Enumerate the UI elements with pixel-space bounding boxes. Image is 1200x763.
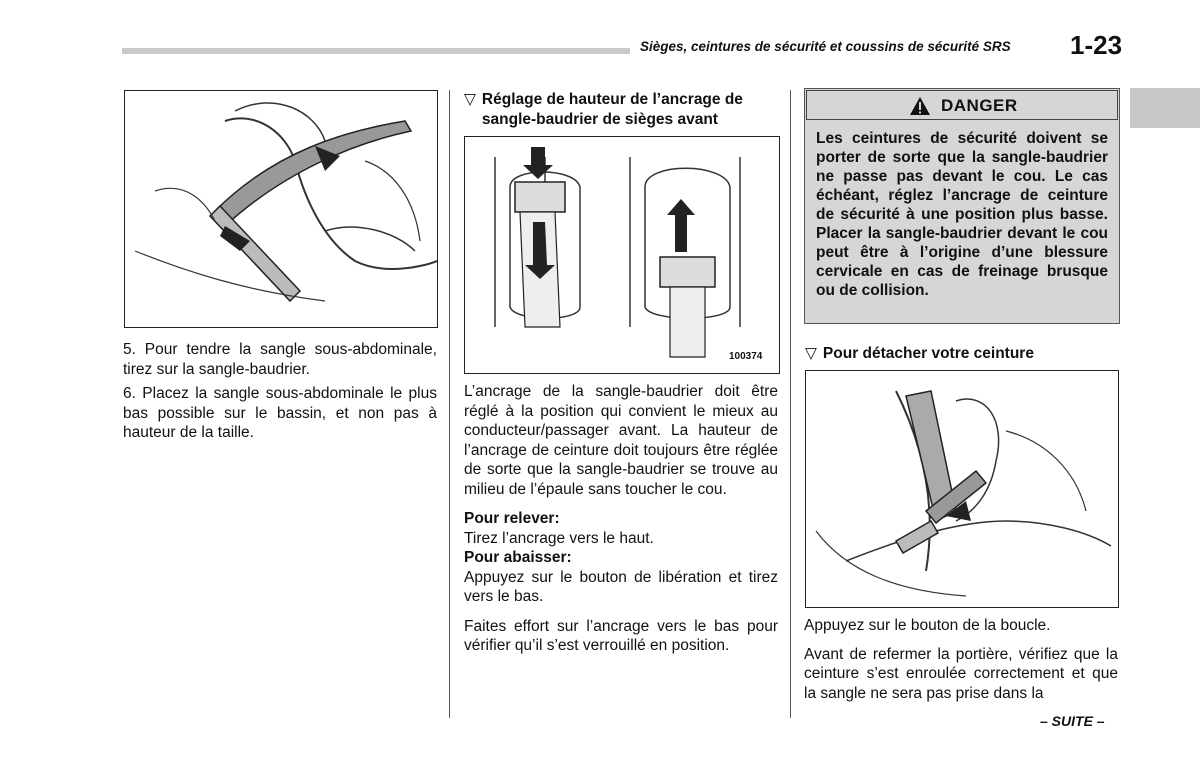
lower-text: Appuyez sur le bouton de libération et tirez vers le bas. <box>464 568 778 605</box>
page-section-title: Sièges, ceintures de sécurité et coussins de sécurité SRS <box>640 39 1011 54</box>
danger-warning-box <box>804 88 1120 324</box>
left-column-text <box>123 340 437 448</box>
page-number: 1-23 <box>1070 30 1123 60</box>
lock-check-paragraph: Faites effort sur l’ancrage vers le bas pour vérifier qu’il s’est verrouillé en position. <box>464 617 778 654</box>
lap-belt-tension-illustration <box>124 90 438 328</box>
figure-code: 100374 <box>729 351 763 362</box>
unfasten-heading-text: Pour détacher votre ceinture <box>822 345 1034 362</box>
buckle-release-text: Appuyez sur le bouton de la boucle. <box>804 617 1051 634</box>
column-divider-2 <box>790 90 791 718</box>
triangle-bullet-icon: ▽ <box>464 91 476 108</box>
raise-label: Pour relever: <box>464 510 560 527</box>
danger-label: DANGER <box>941 96 1018 115</box>
shoulder-anchor-illustration <box>464 136 780 374</box>
anchor-height-heading <box>464 90 780 129</box>
door-close-check-text: Avant de refermer la portière, vérifiez que la ceinture s’est enroulée correctement et que la sangle ne sera pas prise dans la <box>804 645 1118 702</box>
danger-header <box>806 90 1118 120</box>
lower-label: Pour abaisser: <box>464 549 572 566</box>
step-6-text: 6. Placez la sangle sous-abdominale le plus bas possible sur le bassin, et non pas à hauteur de la taille. <box>123 385 437 441</box>
anchor-height-heading-text: Réglage de hauteur de l’ancrage de sangle-baudrier de sièges avant <box>481 91 743 128</box>
right-column-text <box>804 616 1118 708</box>
step-5-text: 5. Pour tendre la sangle sous-abdominale, tirez sur la sangle-baudrier. <box>123 341 437 378</box>
triangle-bullet-icon: ▽ <box>805 345 817 362</box>
continued-marker: – SUITE – <box>1040 713 1105 729</box>
warning-triangle-icon <box>909 96 931 116</box>
unfasten-heading <box>805 344 1119 364</box>
raise-text: Tirez l’ancrage vers le haut. <box>464 529 654 547</box>
chapter-thumb-tab <box>1130 88 1200 128</box>
header-rule <box>122 48 630 54</box>
danger-text: Les ceintures de sécurité doivent se porter de sorte que la sangle-baudrier ne passe pas devant le cou. Le cas échéant, réglez l’ancrage de ceinture de sécurité à une position plus basse. Placer la sangle-baudrier devant le cou peut être à l’origine d’une blessure cervicale en cas de freinage brusque ou de collision. <box>816 130 1108 299</box>
buckle-release-illustration <box>805 370 1119 608</box>
middle-column-text <box>464 382 778 661</box>
anchor-height-paragraph: L’ancrage de la sangle-baudrier doit être réglé à la position qui convient le mieux au conducteur/passager avant. La hauteur de l’ancrage de ceinture doit toujours être réglée de sorte que la sangle-baudrier se trouve au milieu de l’épaule sans toucher le cou. <box>464 383 778 498</box>
column-divider-1 <box>449 90 450 718</box>
